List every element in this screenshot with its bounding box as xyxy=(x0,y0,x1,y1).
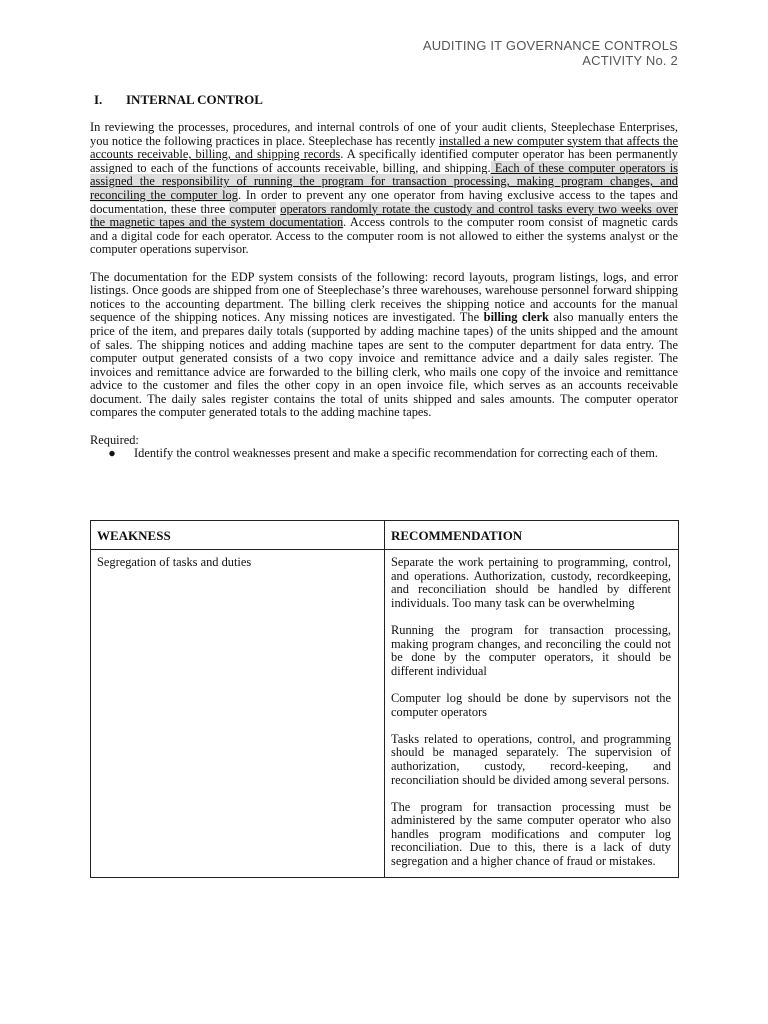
highlighted-text: computer xyxy=(229,201,277,216)
weakness-header: WEAKNESS xyxy=(91,521,385,550)
highlighted-text: Each of these computer operators is assigned the responsibility of running the program for transaction processing, making program changes, and reconciling the computer log xyxy=(90,160,678,202)
section-number: I. xyxy=(94,92,103,107)
required-list-item xyxy=(90,447,678,461)
section-title: INTERNAL CONTROL xyxy=(126,92,263,107)
recommendation-item: Computer log should be done by supervisors not the computer operators xyxy=(391,690,671,719)
text-span: The documentation for the EDP system consists of the following: record layouts, program listings, logs, and error listings. Once goods are shipped from one of Steeplechase’s three warehouses, warehouse personnel forward shipping notices to the accounting department. The billing clerk receives the shipping notice and accounts for the manual sequence of the shipping notices. Any missing notices are investigated. The xyxy=(90,269,678,325)
paragraph-documentation xyxy=(90,271,678,421)
weakness-table xyxy=(90,520,679,878)
header-activity-number: ACTIVITY No. 2 xyxy=(582,53,678,68)
header-course-title: AUDITING IT GOVERNANCE CONTROLS xyxy=(422,38,678,53)
highlighted-text: operators randomly rotate the custody and control tasks every two weeks over the magnetic tapes and the system documentation xyxy=(90,201,679,230)
table-row xyxy=(91,550,679,878)
text-span: . A specifically identified computer operator has been permanently assigned to each of the functions of accounts receivable, billing, and shipping. xyxy=(90,147,678,175)
recommendation-item: Running the program for transaction processing, making program changes, and reconciling the could not be done by the computer operators, it should be different individual xyxy=(391,622,671,678)
text-span: also manually enters the price of the item, and prepares daily totals (supported by adding machine tapes) of the units shipped and the amount of sales. The shipping notices and adding machine tapes are sent to the computer department for data entry. The computer output generated consists of a two copy invoice and remittance advice and a daily sales register. The invoices and remittance advice are forwarded to the billing clerk, who mails one copy of the invoice and remittance advice to the customer and files the other copy in an open invoice file, which serves as an accounts receivable document. The daily sales register contains the total of units shipped and sales amounts. The computer operator compares the computer generated totals to the adding machine tapes. xyxy=(90,310,678,420)
required-label: Required: xyxy=(90,432,139,447)
weakness-cell: Segregation of tasks and duties xyxy=(91,550,385,878)
text-span: . In order to prevent any one operator from having exclusive access to the tapes and documentation, these three xyxy=(90,187,678,216)
text-span: . Access controls to the computer room consist of magnetic cards and a digital code for each operator. Access to the computer room is not allowed to either the systems analyst or the computer operations supervisor. xyxy=(90,215,678,257)
recommendation-header: RECOMMENDATION xyxy=(385,521,679,550)
recommendation-item: Tasks related to operations, control, and programming should be managed separately. The supervision of authorization, custody, record-keeping, and reconciliation should be divided among several persons. xyxy=(391,731,671,787)
text-span: In reviewing the processes, procedures, and internal controls of one of your audit clients, Steeplechase Enterprises, you notice the following practices in place. Steeplechase has recently xyxy=(90,120,678,148)
section-heading xyxy=(94,92,263,108)
table-header-row xyxy=(91,521,679,550)
recommendation-item: The program for transaction processing must be administered by the same computer operator who also handles program modifications and computer log reconciliation. Due to this, there is a lack of duty segregation and a higher chance of fraud or mistakes. xyxy=(391,799,671,869)
recommendation-cell xyxy=(385,550,679,878)
bold-text: billing clerk xyxy=(483,310,549,325)
recommendation-item: Separate the work pertaining to programming, control, and operations. Authorization, custody, recordkeeping, and reconciliation should be handled by different individuals. Too many task can be overwhelming xyxy=(391,555,671,610)
page-header xyxy=(423,38,678,68)
underlined-text: installed a new computer system that affects the accounts receivable, billing, and shipping records xyxy=(90,133,679,162)
document-body xyxy=(90,121,678,461)
paragraph-practices xyxy=(90,121,678,257)
required-item-text: Identify the control weaknesses present and make a specific recommendation for correcting each of them. xyxy=(134,446,658,461)
bullet-icon: ● xyxy=(108,446,116,461)
